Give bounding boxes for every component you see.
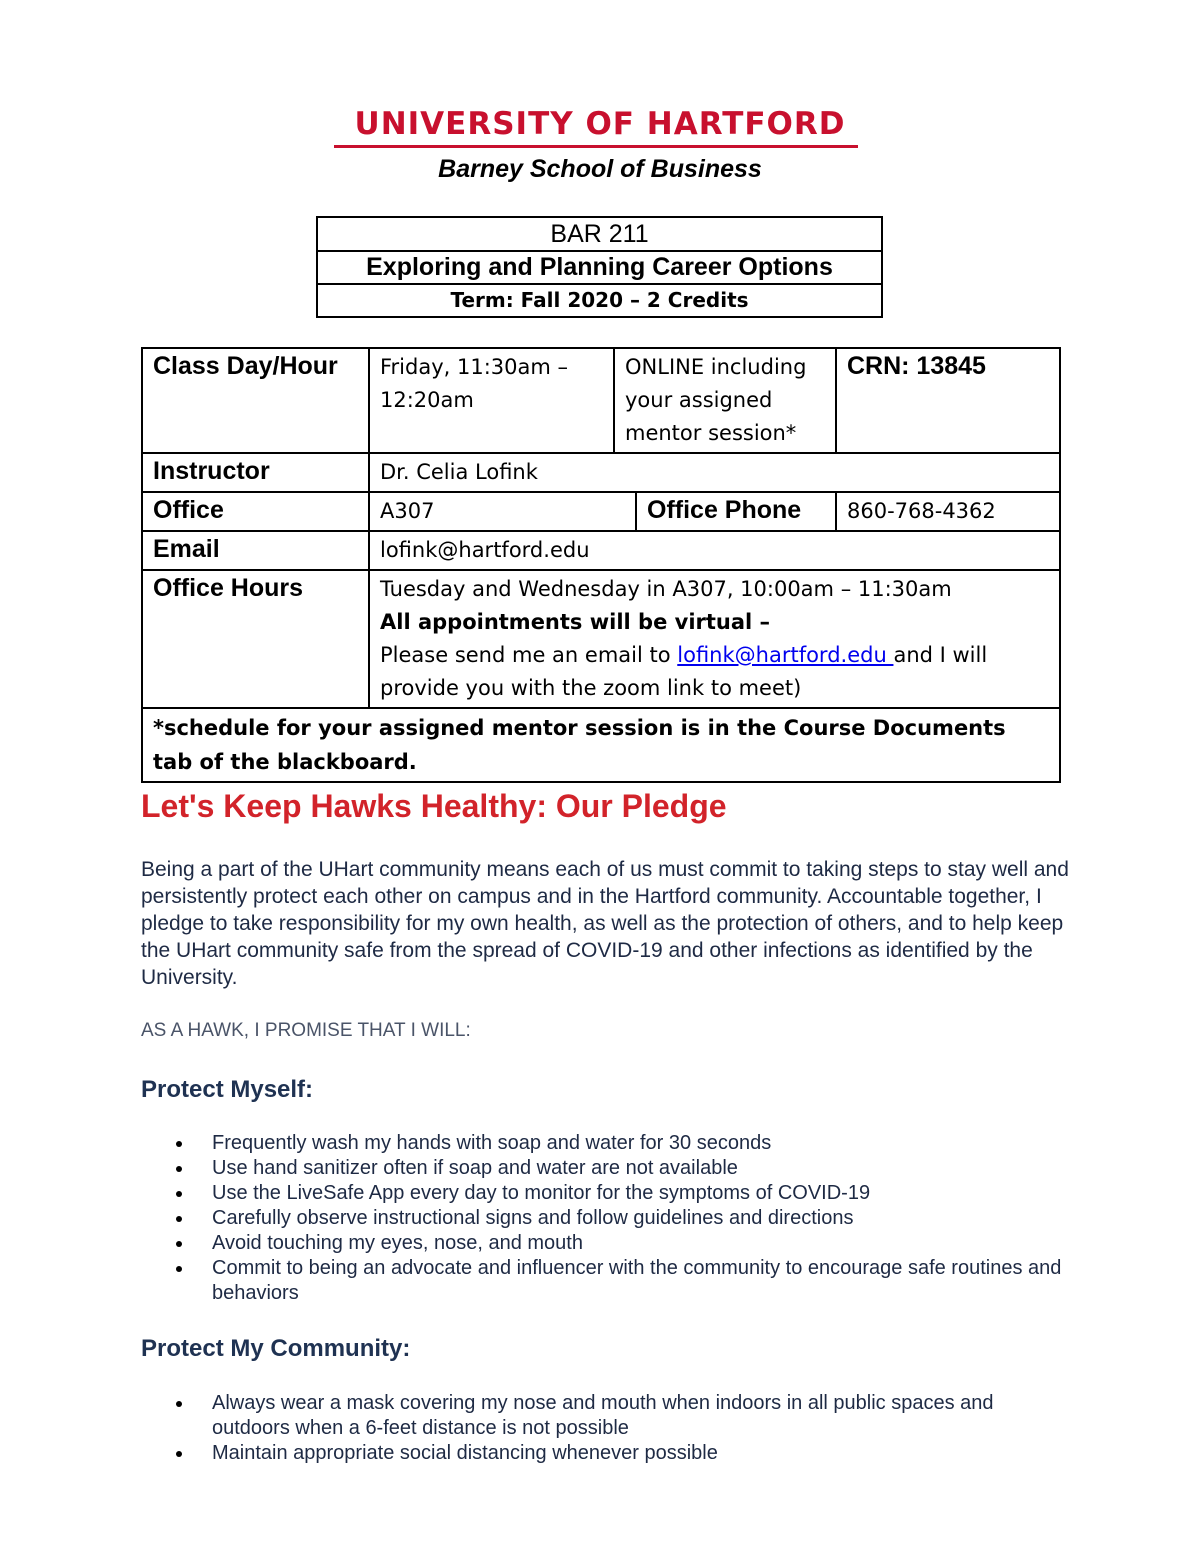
- table-row: [142, 348, 1060, 453]
- office-hours-value: [369, 570, 1060, 708]
- list-item: Avoid touching my eyes, nose, and mouth: [141, 1231, 1071, 1256]
- office-phone-value: 860-768-4362: [836, 492, 1060, 531]
- instructions-suffix: and I will provide you with the zoom link to meet): [380, 643, 988, 700]
- school-name: Barney School of Business: [438, 155, 762, 183]
- instructor-label: Instructor: [142, 453, 369, 492]
- bullet-icon: [176, 1216, 182, 1222]
- protect-community-list: [141, 1391, 1071, 1466]
- office-phone-label: Office Phone: [636, 492, 836, 531]
- office-label: Office: [142, 492, 369, 531]
- email-link[interactable]: lofink@hartford.edu: [677, 643, 894, 667]
- list-item: Carefully observe instructional signs and follow guidelines and directions: [141, 1206, 1071, 1231]
- bullet-icon: [176, 1266, 182, 1272]
- list-item: Frequently wash my hands with soap and water for 30 seconds: [141, 1131, 1071, 1156]
- course-info-table: [141, 347, 1061, 783]
- course-code: BAR 211: [550, 220, 649, 248]
- protect-community-heading: Protect My Community:: [141, 1335, 411, 1362]
- logo-underline: [334, 145, 858, 148]
- class-mode: ONLINE including your assigned mentor session*: [614, 348, 836, 453]
- email-value: lofink@hartford.edu: [369, 531, 1060, 570]
- university-logo: UNIVERSITY OF HARTFORD: [354, 106, 846, 142]
- office-value: A307: [369, 492, 636, 531]
- mentor-footnote: *schedule for your assigned mentor session is in the Course Documents tab of the blackboard.: [142, 708, 1060, 782]
- table-row: [142, 453, 1060, 492]
- office-hours-times: Tuesday and Wednesday in A307, 10:00am – 11:30am: [380, 577, 952, 601]
- email-label: Email: [142, 531, 369, 570]
- instructions-prefix: Please send me an email to: [380, 643, 678, 667]
- table-row: [142, 570, 1060, 708]
- course-title-box: [316, 216, 883, 318]
- course-term: Term: Fall 2020 – 2 Credits: [318, 283, 881, 316]
- list-item: Maintain appropriate social distancing whenever possible: [141, 1441, 1071, 1466]
- list-item: Always wear a mask covering my nose and mouth when indoors in all public spaces and outdoors when a 6-feet distance is not possible: [141, 1391, 1071, 1441]
- promise-line: AS A HAWK, I PROMISE THAT I WILL:: [141, 1020, 471, 1041]
- crn: CRN: 13845: [836, 348, 1060, 453]
- bullet-icon: [176, 1241, 182, 1247]
- course-title: Exploring and Planning Career Options: [318, 250, 881, 283]
- bullet-icon: [176, 1141, 182, 1147]
- virtual-notice: All appointments will be virtual –: [380, 610, 771, 634]
- office-hours-instructions: [380, 639, 1049, 705]
- bullet-icon: [176, 1401, 182, 1407]
- list-item: Commit to being an advocate and influencer with the community to encourage safe routines and behaviors: [141, 1256, 1071, 1306]
- table-row: [142, 708, 1060, 782]
- table-row: [142, 531, 1060, 570]
- instructor-value: Dr. Celia Lofink: [369, 453, 1060, 492]
- bullet-icon: [176, 1191, 182, 1197]
- pledge-heading: Let's Keep Hawks Healthy: Our Pledge: [141, 788, 727, 824]
- table-row: [142, 492, 1060, 531]
- bullet-icon: [176, 1166, 182, 1172]
- list-item: Use hand sanitizer often if soap and water are not available: [141, 1156, 1071, 1181]
- bullet-icon: [176, 1451, 182, 1457]
- protect-myself-list: [141, 1131, 1071, 1306]
- class-day-value: Friday, 11:30am – 12:20am: [369, 348, 614, 453]
- class-day-label: Class Day/Hour: [142, 348, 369, 453]
- list-item: Use the LiveSafe App every day to monitor for the symptoms of COVID-19: [141, 1181, 1071, 1206]
- protect-myself-heading: Protect Myself:: [141, 1076, 314, 1103]
- office-hours-label: Office Hours: [142, 570, 369, 708]
- pledge-paragraph: Being a part of the UHart community means each of us must commit to taking steps to stay well and persistently protect each other on campus and in the Hartford community. Accountable together, I pledge to take responsibility for my own health, as well as the protection of others, and to help keep the UHart community safe from the spread of COVID-19 and other infections as identified by the University.: [141, 858, 1069, 989]
